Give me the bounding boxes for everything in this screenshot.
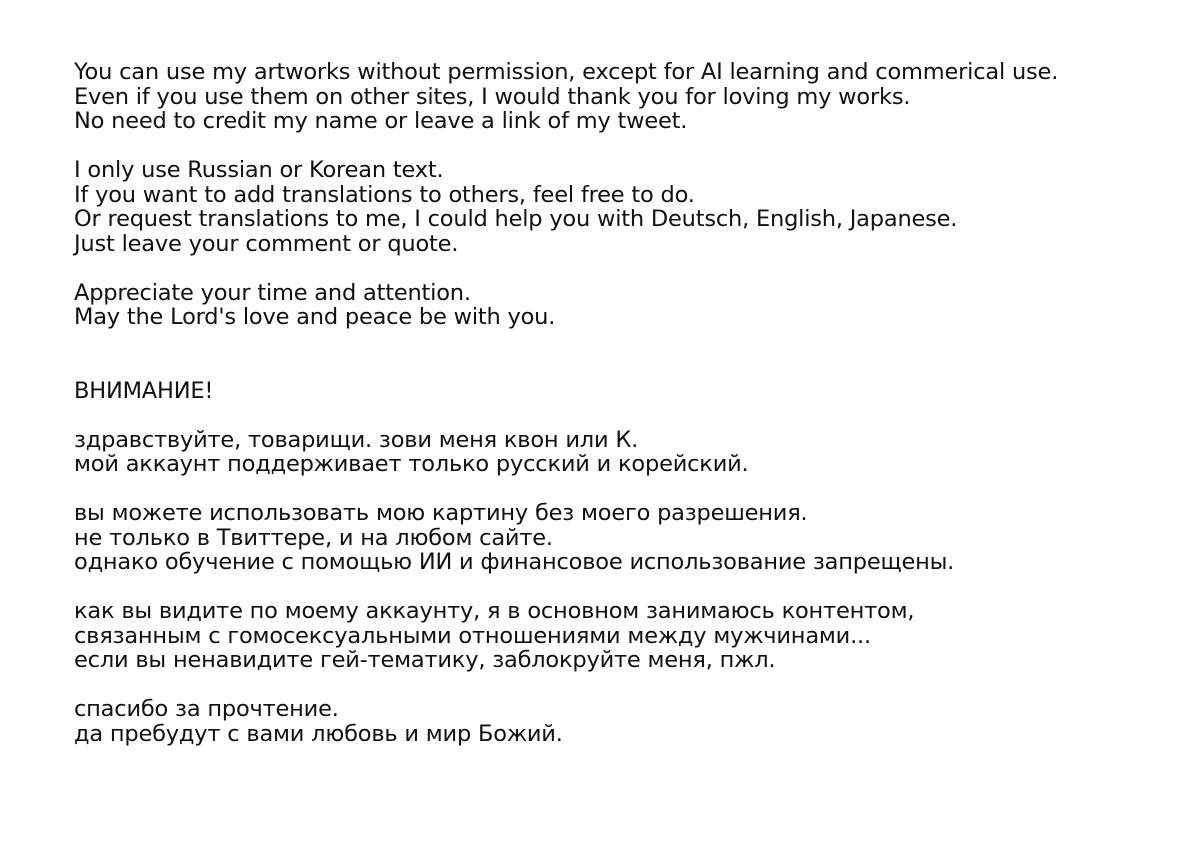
text-line: связанным с гомосексуальными отношениями между мужчинами... — [74, 622, 871, 649]
text-line: здравствуйте, товарищи. зови меня квон или К. — [74, 426, 639, 453]
paragraph-spacer — [74, 477, 1174, 502]
english-paragraph-closing — [74, 281, 1174, 330]
notice-document — [74, 60, 1174, 746]
text-line: если вы ненавидите гей-тематику, заблокруйте меня, пжл. — [74, 647, 776, 673]
russian-paragraph-closing — [74, 697, 1174, 746]
english-paragraph-languages — [74, 158, 1174, 256]
text-line: как вы видите по моему аккаунту, я в основном занимаюсь контентом, — [74, 598, 915, 624]
section-spacer — [74, 330, 1174, 379]
text-line: I only use Russian or Korean text. — [74, 157, 444, 183]
russian-paragraph-greeting — [74, 428, 1174, 477]
paragraph-spacer — [74, 134, 1174, 159]
paragraph-spacer — [74, 256, 1174, 281]
heading-text: ВНИМАНИЕ! — [74, 377, 214, 404]
text-line: спасибо за прочтение. — [74, 696, 339, 722]
text-line: да пребудут с вами любовь и мир Божий. — [74, 720, 563, 747]
text-line: Even if you use them on other sites, I would thank you for loving my works. — [74, 83, 911, 110]
text-line: If you want to add translations to others, feel free to do. — [74, 181, 695, 208]
russian-paragraph-permissions — [74, 501, 1174, 575]
text-line: May the Lord's love and peace be with you. — [74, 304, 556, 330]
text-line: Just leave your comment or quote. — [74, 230, 459, 257]
text-line: You can use my artworks without permission, except for AI learning and commerical use. — [74, 59, 1059, 85]
text-line: вы можете использовать мою картину без моего разрешения. — [74, 500, 808, 526]
paragraph-spacer — [74, 403, 1174, 428]
text-line: No need to credit my name or leave a link of my tweet. — [74, 108, 688, 134]
paragraph-spacer — [74, 673, 1174, 698]
paragraph-spacer — [74, 575, 1174, 600]
text-line: Or request translations to me, I could help you with Deutsch, English, Japanese. — [74, 206, 958, 232]
text-line: Appreciate your time and attention. — [74, 279, 471, 306]
english-paragraph-permissions — [74, 60, 1174, 134]
russian-paragraph-content — [74, 599, 1174, 673]
text-line: не только в Твиттере, и на любом сайте. — [74, 524, 553, 551]
russian-heading — [74, 379, 1174, 404]
text-line: мой аккаунт поддерживает только русский и корейский. — [74, 451, 749, 477]
text-line: однако обучение с помощью ИИ и финансовое использование запрещены. — [74, 549, 955, 575]
